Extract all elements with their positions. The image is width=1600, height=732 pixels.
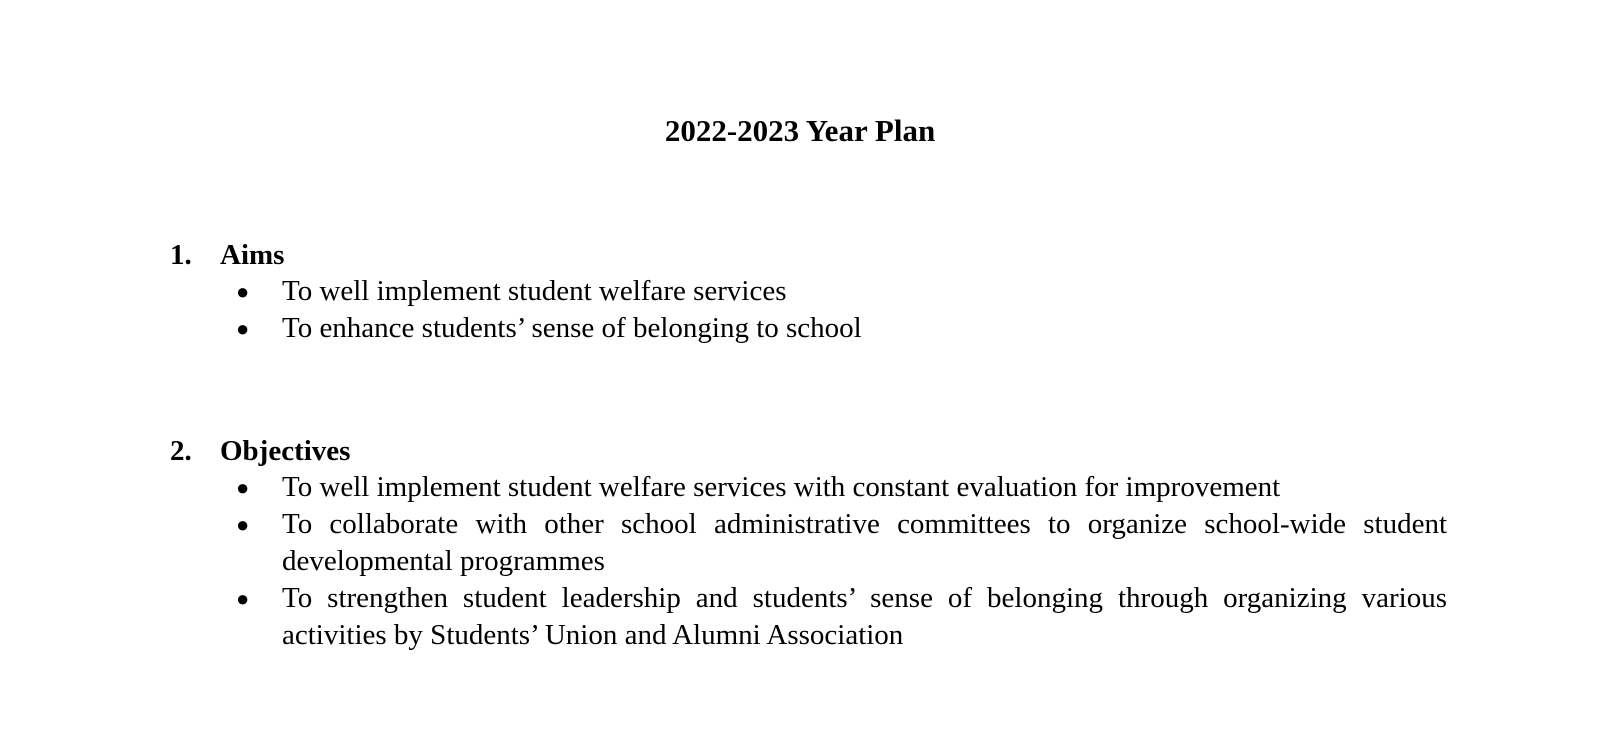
section-aims [170, 237, 1470, 347]
page-title: 2022-2023 Year Plan [664, 113, 936, 148]
section-heading [170, 237, 1470, 273]
bullet-icon: ● [236, 316, 250, 341]
list-item-text: To well implement student welfare services [282, 275, 787, 307]
aims-list [236, 273, 1447, 347]
section-title: Objectives [220, 435, 351, 467]
section-heading [170, 433, 1470, 469]
section-number: 1. [170, 239, 192, 271]
objectives-list [236, 469, 1447, 654]
bullet-icon: ● [236, 475, 250, 500]
bullet-icon: ● [236, 586, 250, 611]
list-item-text: To collaborate with other school administrative committees to organize school-wide student developmental programmes [282, 508, 1447, 577]
list-item [236, 580, 1447, 654]
section-objectives [170, 433, 1470, 654]
list-item-text: To well implement student welfare services with constant evaluation for improvement [282, 471, 1281, 503]
list-item [236, 310, 1447, 347]
list-item [236, 506, 1447, 580]
bullet-icon: ● [236, 279, 250, 304]
list-item [236, 273, 1447, 310]
section-number: 2. [170, 435, 192, 467]
list-item-text: To strengthen student leadership and students’ sense of belonging through organizing various activities by Students’ Union and Alumni Association [282, 582, 1447, 651]
bullet-icon: ● [236, 512, 250, 537]
section-title: Aims [220, 239, 285, 271]
list-item [236, 469, 1447, 506]
list-item-text: To enhance students’ sense of belonging to school [282, 312, 862, 344]
